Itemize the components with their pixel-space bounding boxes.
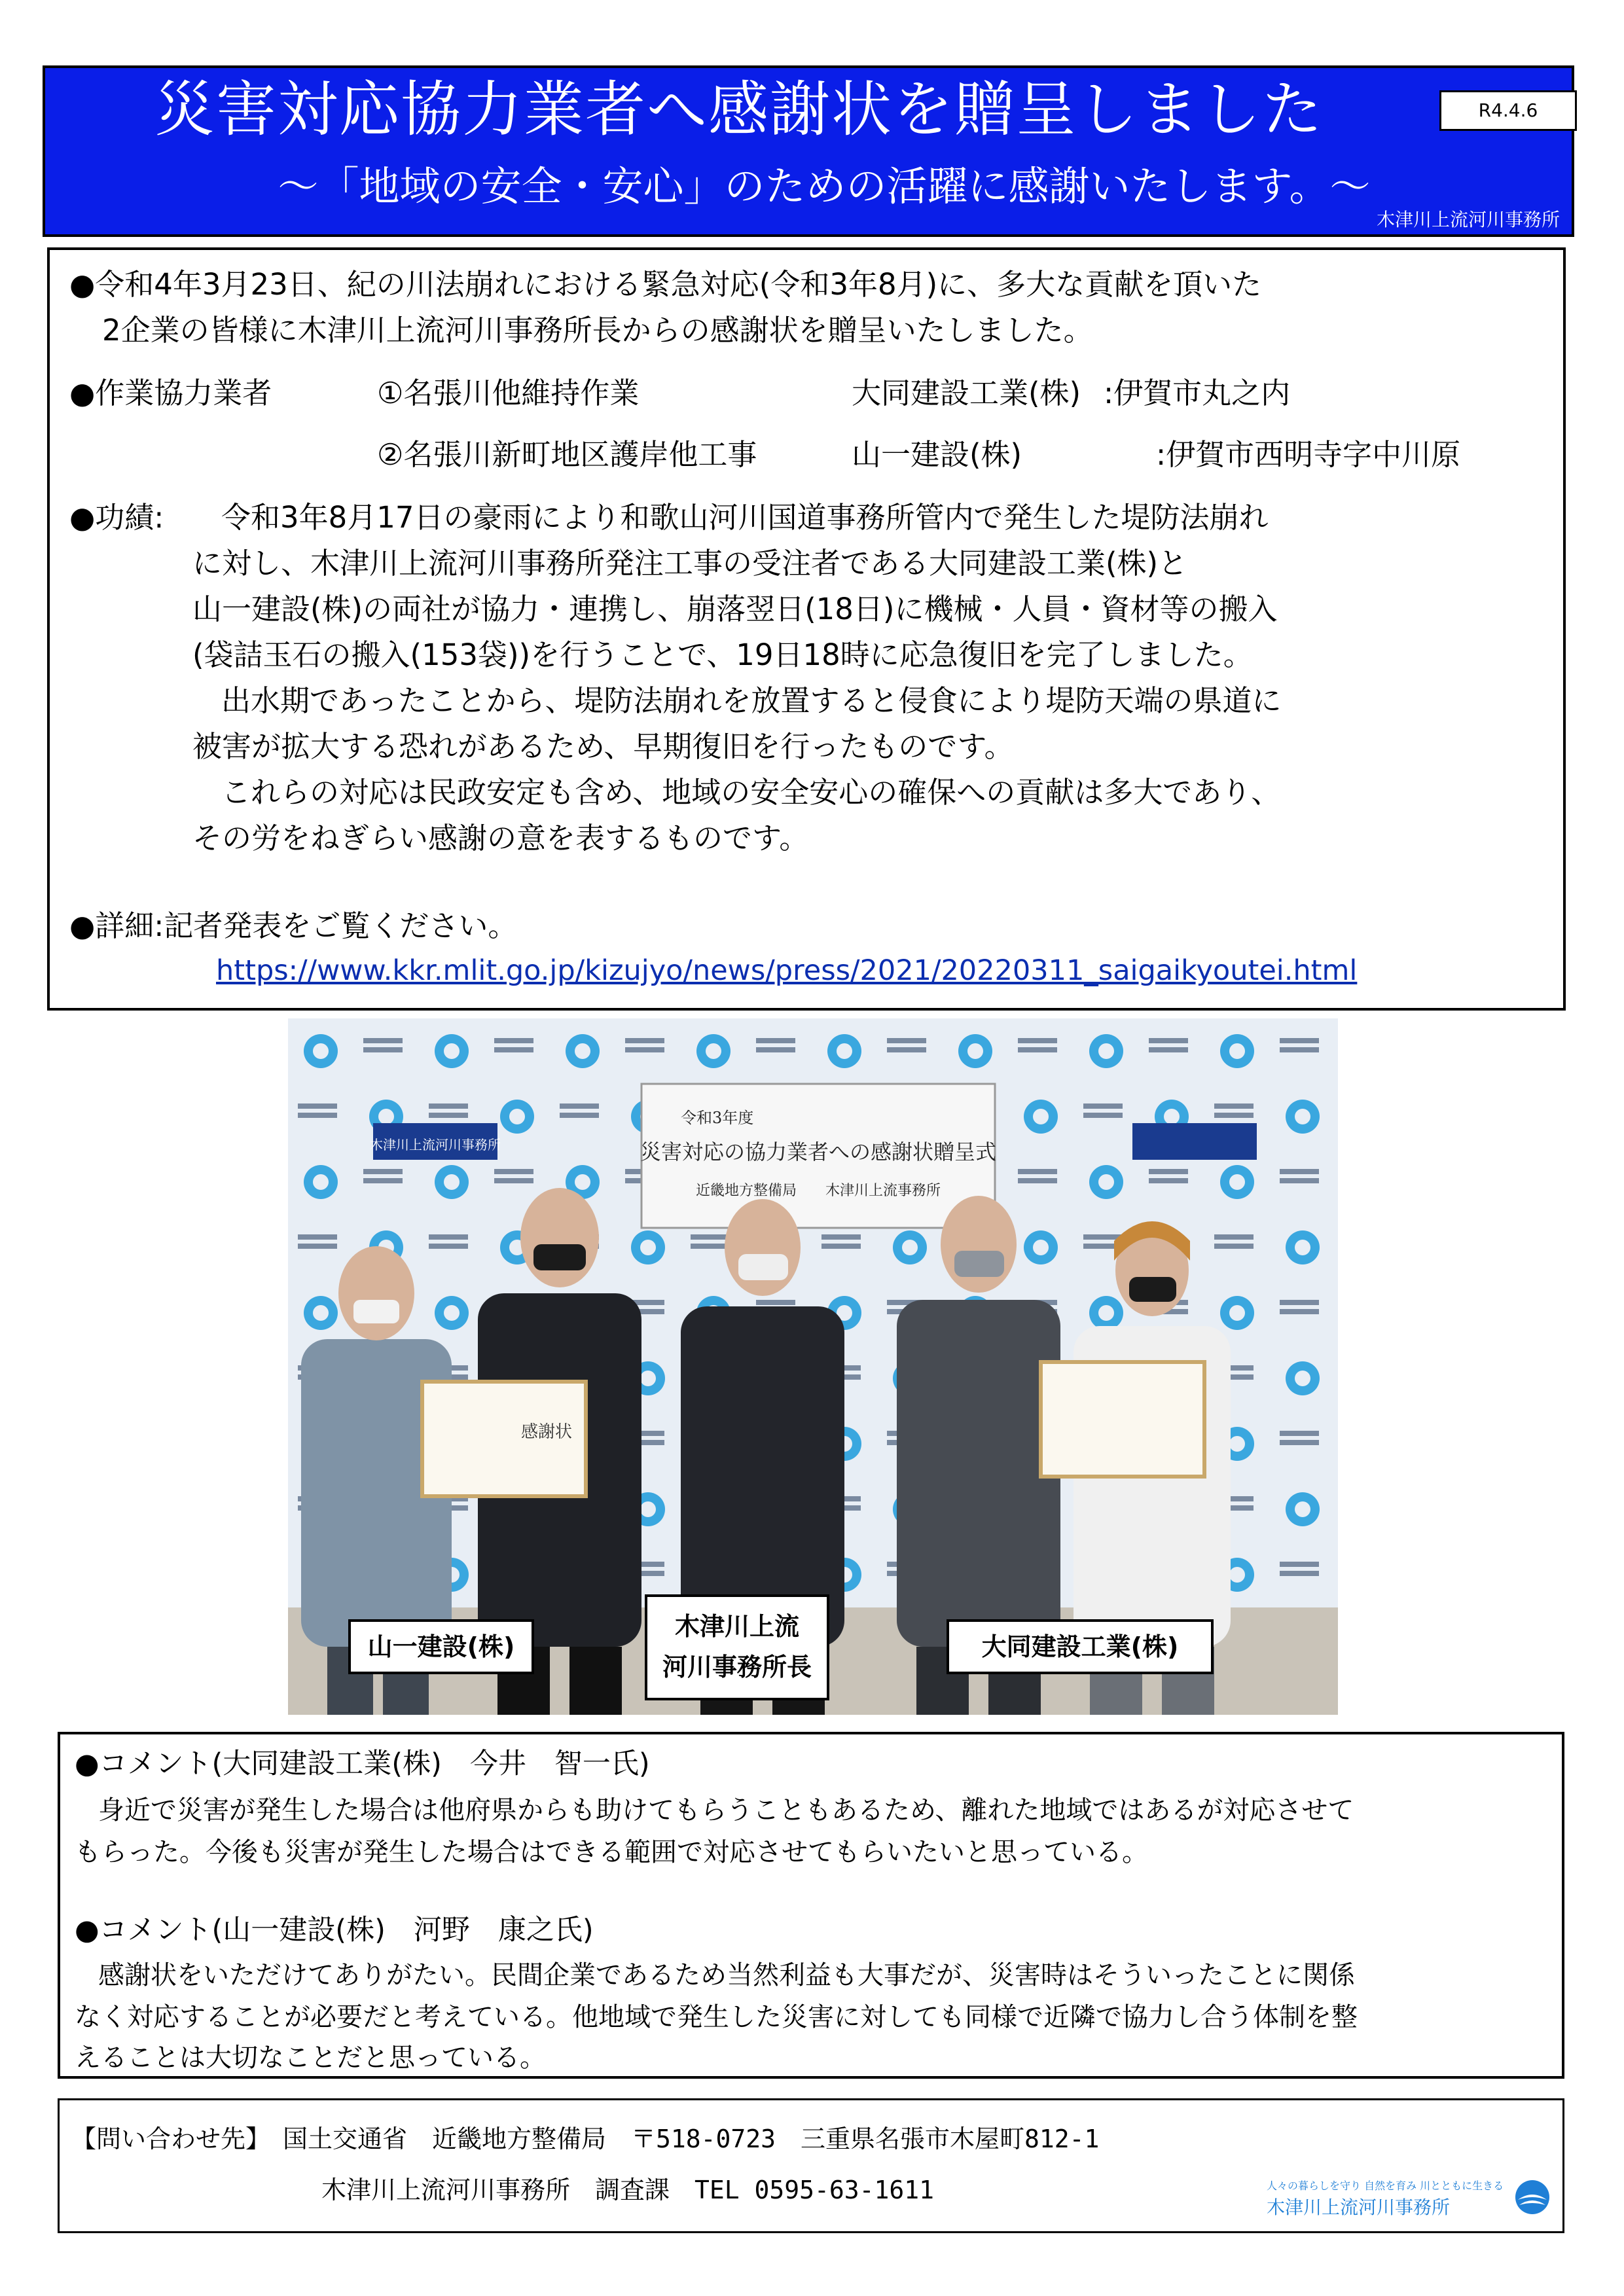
workers-label: ●作業協力業者 — [69, 376, 272, 410]
page-subtitle: ～「地域の安全・安心」のための活躍に感謝いたします。～ — [278, 162, 1371, 210]
header-banner — [43, 65, 1574, 237]
comment-2-line: 感謝状をいただけてありがたい。民間企業であるため当然利益も大事だが、災害時はそういったことに関係 — [98, 1960, 1355, 1990]
intro-line-2: 2企業の皆様に木津川上流河川事務所長からの感謝状を贈呈いたしました。 — [102, 313, 1093, 348]
comment-2-heading: ●コメント(山一建設(株) 河野 康之氏) — [75, 1914, 594, 1946]
worker-2-company: 山一建設(株) — [852, 437, 1022, 472]
worker-1-company: 大同建設工業(株) — [852, 376, 1081, 410]
certificate-2 — [1041, 1362, 1204, 1477]
office-logo-icon — [1513, 2178, 1552, 2217]
comment-1-line: 身近で災害が発生した場合は他府県からも助けてもらうこともあるため、離れた地域ではあるが対応させて — [98, 1795, 1354, 1825]
comment-1-heading: ●コメント(大同建設工業(株) 今井 智一氏) — [75, 1748, 650, 1780]
ceremony-photo — [288, 1018, 1338, 1715]
caption-office-director-line-2: 河川事務所長 — [662, 1653, 812, 1681]
office-name-small: 木津川上流河川事務所 — [1376, 209, 1560, 230]
summary-box — [47, 247, 1566, 1011]
details-label: ●詳細:記者発表をご覧ください。 — [69, 908, 518, 943]
achievement-label: ●功績: — [69, 500, 164, 535]
date-badge: R4.4.6 — [1439, 90, 1577, 131]
caption-daido: 大同建設工業(株) — [947, 1619, 1214, 1674]
sign-line-3: 近畿地方整備局 木津川上流事務所 — [695, 1183, 941, 1199]
caption-office-director — [645, 1594, 829, 1700]
worker-2-work: ②名張川新町地区護岸他工事 — [377, 437, 757, 472]
contact-line-2: 木津川上流河川事務所 調査課 TEL 0595-63-1611 — [321, 2176, 935, 2204]
caption-yamaichi: 山一建設(株) — [348, 1619, 534, 1674]
comment-1-line: もらった。今後も災害が発生した場合はできる範囲で対応させてもらいたいと思っている。 — [75, 1837, 1148, 1867]
caption-office-director-line-1: 木津川上流 — [674, 1612, 799, 1641]
achievement-line: その労をねぎらい感謝の意を表するものです。 — [192, 821, 809, 855]
achievement-line: (袋詰玉石の搬入(153袋))を行うことで、19日18時に応急復旧を完了しました。 — [192, 637, 1253, 672]
achievement-line: 山一建設(株)の両社が協力・連携し、崩落翌日(18日)に機械・人員・資材等の搬入 — [192, 592, 1278, 626]
sign-line-1: 令和3年度 — [681, 1109, 754, 1127]
worker-2-location: :伊賀市西明寺字中川原 — [1156, 437, 1461, 472]
contact-box — [58, 2098, 1564, 2233]
achievement-line: これらの対応は民政安定も含め、地域の安全安心の確保への貢献は多大であり、 — [221, 775, 1281, 810]
page-title: 災害対応協力業者へ感謝状を贈呈しました — [154, 75, 1324, 145]
logo-name: 木津川上流河川事務所 — [1267, 2197, 1451, 2218]
achievement-line: 令和3年8月17日の豪雨により和歌山河川国道事務所管内で発生した堤防法崩れ — [221, 500, 1269, 535]
backdrop-text: 木津川上流河川事務所 — [370, 1137, 501, 1153]
achievement-line: 被害が拡大する恐れがあるため、早期復旧を行ったものです。 — [192, 729, 1014, 764]
logo-tagline: 人々の暮らしを守り 自然を育み 川とともに生きる — [1267, 2179, 1504, 2192]
worker-1-location: :伊賀市丸之内 — [1104, 376, 1291, 410]
contact-line-1: 【問い合わせ先】 国土交通省 近畿地方整備局 〒518-0723 三重県名張市木屋町812-1 — [71, 2125, 1100, 2153]
comment-2-line: なく対応することが必要だと考えている。他地域で発生した災害に対しても同様で近隣で協力し合う体制を整 — [75, 2002, 1358, 2032]
comments-box — [58, 1732, 1564, 2079]
worker-1-work: ①名張川他維持作業 — [377, 376, 640, 410]
intro-line-1: ●令和4年3月23日、紀の川法崩れにおける緊急対応(令和3年8月)に、多大な貢献を頂いた — [69, 267, 1262, 302]
comment-2-line: えることは大切なことだと思っている。 — [75, 2043, 546, 2073]
achievement-line: 出水期であったことから、堤防法崩れを放置すると侵食により堤防天端の県道に — [221, 683, 1282, 718]
sign-line-2: 災害対応の協力業者への感謝状贈呈式 — [640, 1139, 997, 1164]
achievement-line: に対し、木津川上流河川事務所発注工事の受注者である大同建設工業(株)と — [192, 546, 1188, 581]
certificate-1-text: 感謝状 — [520, 1422, 573, 1442]
press-release-link[interactable]: https://www.kkr.mlit.go.jp/kizujyo/news/press/2021/20220311_saigaikyoutei.html — [216, 954, 1358, 987]
